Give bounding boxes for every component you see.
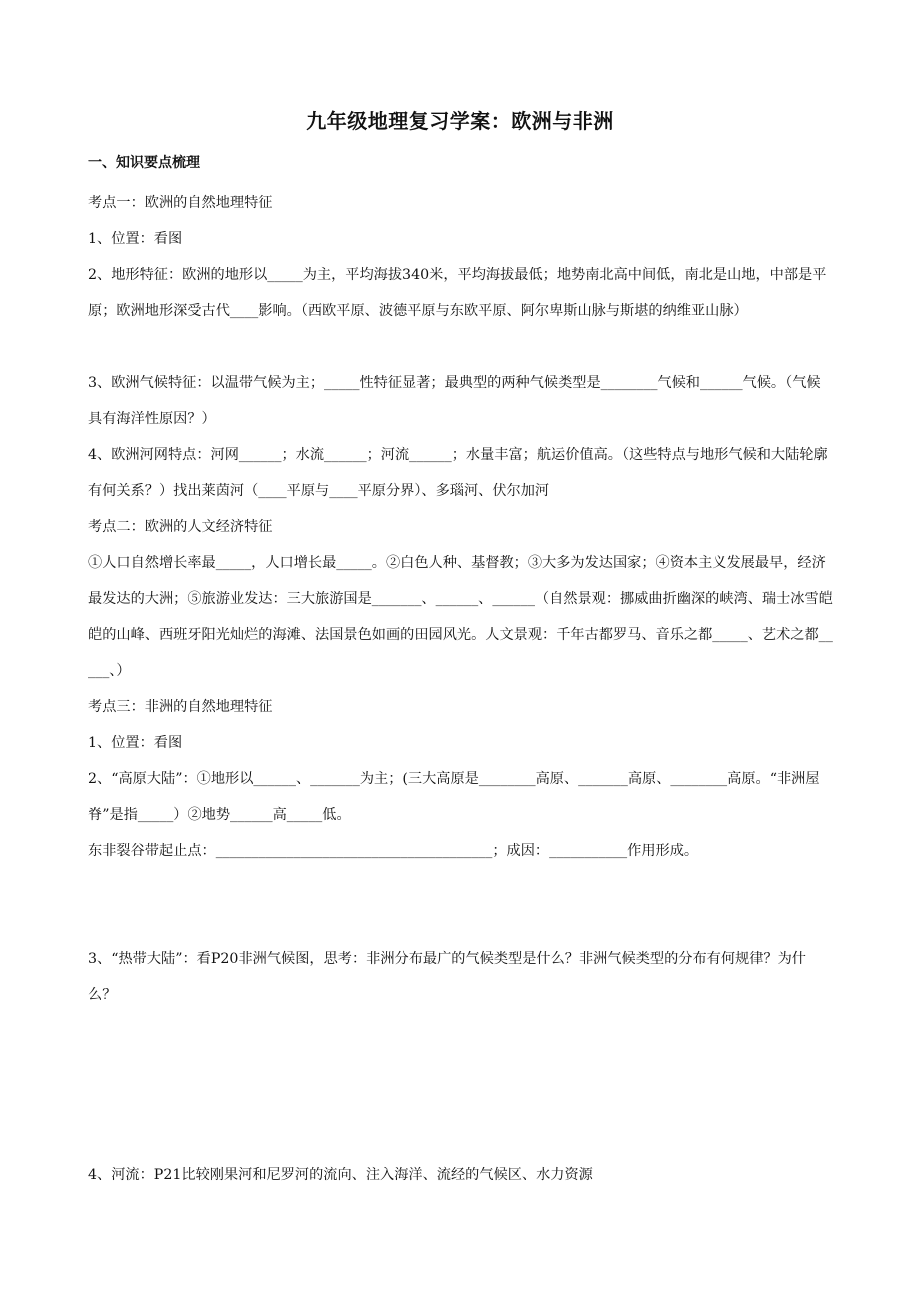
item-africa-plateau: 2、“高原大陆”：①地形以______、_______为主；(三大高原是________高原、_______高原、________高原。“非洲屋脊”是指_____）②地势______高_____低。 xyxy=(88,771,820,823)
item-europe-human-economy: ①人口自然增长率最_____，人口增长最_____。②白色人种、基督教；③大多为发达国家；④资本主义发展最早，经济最发达的大洲；⑤旅游业发达：三大旅游国是_______、______、______（自然景观：挪威曲折幽深的峡湾、瑞士冰雪皑皑的山峰、西班牙阳光灿烂的海滩、法国景色如画的田园风光。人文景观：千年古都罗马、音乐之都_____、艺术之都_____、） xyxy=(88,555,833,679)
item-europe-rivers: 4、欧洲河网特点：河网______；水流______；河流______；水量丰富；航运价值高。（这些特点与地形气候和大陆轮廓有何关系？）找出莱茵河（____平原与____平原分界）、多瑙河、伏尔加河 xyxy=(88,447,828,499)
item-europe-climate: 3、欧洲气候特征：以温带气候为主；_____性特征显著；最典型的两种气候类型是________气候和______气候。（气候具有海洋性原因？） xyxy=(88,375,821,427)
topic-heading-europe-human: 考点二：欧洲的人文经济特征 xyxy=(88,519,273,535)
item-europe-terrain: 2、地形特征：欧洲的地形以_____为主，平均海拔340米，平均海拔最低；地势南北高中间低，南北是山地，中部是平原；欧洲地形深受古代____影响。（西欧平原、波德平原与东欧平原、阿尔卑斯山脉与斯堪的纳维亚山脉） xyxy=(88,267,827,319)
item-africa-rivers: 4、河流：P21比较刚果河和尼罗河的流向、注入海洋、流经的气候区、水力资源 xyxy=(88,1167,593,1183)
item-europe-location: 1、位置：看图 xyxy=(88,231,183,247)
item-africa-location: 1、位置：看图 xyxy=(88,735,183,751)
section-heading: 一、知识要点梳理 xyxy=(88,155,200,171)
topic-heading-africa-physical: 考点三：非洲的自然地理特征 xyxy=(88,699,273,715)
item-africa-climate: 3、“热带大陆”：看P20非洲气候图，思考：非洲分布最广的气候类型是什么？非洲气候类型的分布有何规律？为什么？ xyxy=(88,951,806,1003)
item-east-africa-rift: 东非裂谷带起止点：_______________________________________；成因：___________作用形成。 xyxy=(88,843,699,859)
topic-heading-europe-physical: 考点一：欧洲的自然地理特征 xyxy=(88,195,273,211)
page-title: 九年级地理复习学案：欧洲与非洲 xyxy=(306,109,614,133)
